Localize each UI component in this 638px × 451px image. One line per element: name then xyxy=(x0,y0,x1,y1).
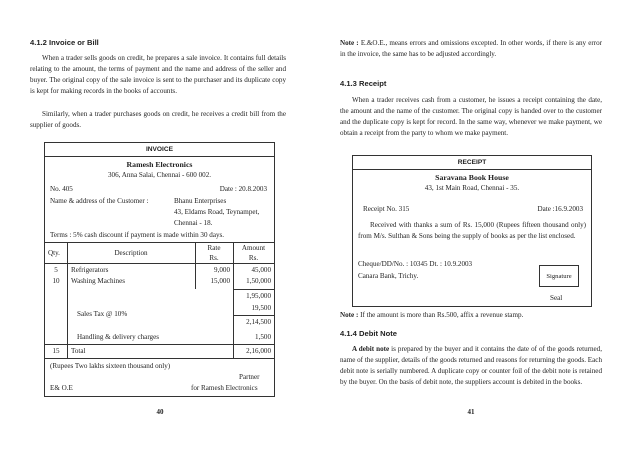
receipt-bank: Canara Bank, Trichy. xyxy=(358,272,419,280)
for-company: for Ramesh Electronics xyxy=(191,384,258,392)
debit-note-paragraph xyxy=(340,344,602,388)
note-label: Note : xyxy=(340,39,359,47)
customer-line: Chennai - 18. xyxy=(174,219,213,227)
note2-label: Note : xyxy=(340,311,359,319)
customer-label: Name & address of the Customer : xyxy=(50,197,149,205)
row-rate: 15,000 xyxy=(210,277,230,285)
section-title-receipt: 4.1.3 Receipt xyxy=(340,79,387,88)
receipt-date: Date :16.9.2003 xyxy=(537,205,583,213)
total-qty: 15 xyxy=(52,347,60,355)
header-amount: Amount Rs. xyxy=(241,244,266,262)
subtotal-2: 2,14,500 xyxy=(246,318,271,326)
invoice-title-divider xyxy=(45,156,274,157)
tax-label: Sales Tax @ 10% xyxy=(77,310,128,318)
receipt-paragraph: When a trader receives cash from a customer, he issues a receipt containing the date, the amount and the name of the customer. The original copy is handed over to the customer and the duplicate copy is kept for record. In the same way, whenever we make payment, we obtain a receipt from the party to whom we make payment. xyxy=(340,96,602,138)
note-revenue-stamp xyxy=(340,310,602,321)
invoice-paragraph-2: Similarly, when a trader purchases goods on credit, he receives a credit bill from the supplier of goods. xyxy=(30,110,286,130)
debit-note-text: is prepared by the buyer and it contains the date of of the goods returned, name of the supplier, details of the goods returned and reasons for returning the goods. Each debit note is serially numbered. A duplicate copy or counter foil of the debit note is retained by the buyer. On the basis of debit note, the suppliers account is debited in the books. xyxy=(340,345,602,387)
invoice-date: Date : 20.8.2003 xyxy=(219,185,267,193)
partner-label: Partner xyxy=(239,373,260,381)
note-text: E.&O.E., means errors and omissions excepted. In other words, if there is any error in the invoice, the same has to be adjusted accordingly. xyxy=(340,39,602,59)
invoice-title: INVOICE xyxy=(145,146,174,153)
row-description: Washing Machines xyxy=(71,277,125,285)
invoice-address: 306, Anna Salai, Chennai - 600 002. xyxy=(107,171,212,179)
row-qty: 5 xyxy=(54,266,58,274)
table-header-rule xyxy=(45,263,274,264)
total-top-rule xyxy=(45,344,274,345)
customer-line: Bhanu Enterprises xyxy=(174,197,227,205)
subtotal: 1,95,000 xyxy=(246,292,271,300)
invoice-number: No. 405 xyxy=(50,185,73,193)
invoice-terms: Terms : 5% cash discount if payment is made within 30 days. xyxy=(50,231,225,239)
page-number: 41 xyxy=(467,408,475,416)
receipt-box xyxy=(352,155,592,307)
receipt-company: Saravana Book House xyxy=(435,173,509,182)
section-title-debit-note: 4.1.4 Debit Note xyxy=(340,329,397,338)
page-number: 40 xyxy=(156,408,164,416)
row-amount: 1,50,000 xyxy=(246,277,271,285)
handling-amount: 1,500 xyxy=(255,333,271,341)
total-label: Total xyxy=(71,347,86,355)
receipt-cheque: Cheque/DD/No. : 10345 Dt. : 10.9.2003 xyxy=(358,260,473,268)
header-description: Description xyxy=(114,249,148,257)
signature-box xyxy=(539,265,579,287)
receipt-address: 43, 1st Main Road, Chennai - 35. xyxy=(424,184,520,192)
receipt-title-divider xyxy=(353,169,591,170)
right-page xyxy=(319,0,638,451)
col-divider xyxy=(67,242,68,358)
total-amount: 2,16,000 xyxy=(246,347,271,355)
invoice-box xyxy=(44,142,275,397)
eoe-label: E& O.E xyxy=(50,384,73,392)
receipt-body: Received with thanks a sum of Rs. 15,000 (Rupees fifteen thousand only) from M/s. Sulthan & Sons being the supply of books as per the list enclosed. xyxy=(358,221,586,241)
subtotal2-rule xyxy=(233,315,274,316)
row-description: Refrigerators xyxy=(71,266,109,274)
section-title-invoice: 4.1.2 Invoice or Bill xyxy=(30,38,99,47)
invoice-paragraph-1: When a trader sells goods on credit, he prepares a sale invoice. It contains full details relating to the amount, the terms of payment and the name and address of the seller and buyer. The original copy of the sale invoice is sent to the purchaser and its duplicate copy is kept for making records in the books of accounts. xyxy=(30,54,286,96)
note-eoe xyxy=(340,38,602,60)
header-qty: Qty. xyxy=(48,249,60,257)
table-top-rule xyxy=(45,242,274,243)
signature-label: Signature xyxy=(546,273,572,280)
receipt-title: RECEIPT xyxy=(457,159,487,166)
note2-text: If the amount is more than Rs.500, affix a revenue stamp. xyxy=(360,311,524,319)
header-rate: Rate Rs. xyxy=(207,244,221,262)
row-qty: 10 xyxy=(52,277,60,285)
row-amount: 45,000 xyxy=(251,266,271,274)
handling-label: Handling & delivery charges xyxy=(77,333,160,341)
row-rate: 9,000 xyxy=(214,266,230,274)
debit-note-term: A debit note xyxy=(352,345,390,353)
invoice-company: Ramesh Electronics xyxy=(126,160,193,169)
customer-line: 43, Eldams Road, Teynampet, xyxy=(174,208,260,216)
seal-label: Seal xyxy=(550,294,563,302)
subtotal-rule xyxy=(233,289,274,290)
receipt-number: Receipt No. 315 xyxy=(363,205,410,213)
amount-in-words: (Rupees Two lakhs sixteen thousand only) xyxy=(50,362,171,370)
total-bottom-rule xyxy=(45,358,274,359)
tax-amount: 19,500 xyxy=(251,304,271,312)
